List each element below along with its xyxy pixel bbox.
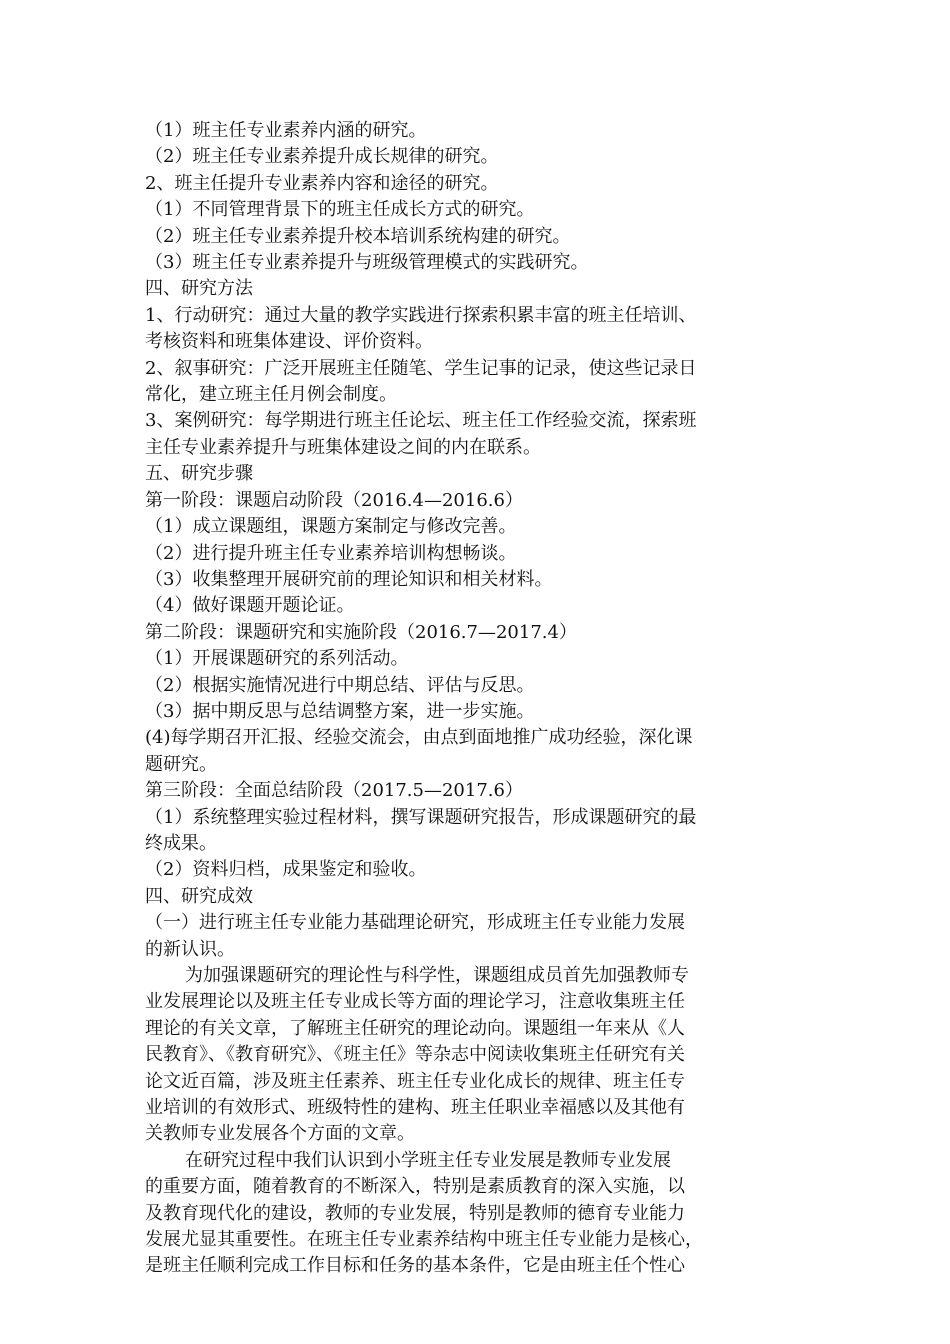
text-line: 常化，建立班主任月例会制度。 [145, 384, 397, 406]
text-line: 考核资料和班集体建设、评价资料。 [145, 331, 433, 353]
text-line: （1）不同管理背景下的班主任成长方式的研究。 [145, 199, 535, 221]
text-line: 题研究。 [145, 753, 217, 775]
document-body [145, 118, 825, 1280]
paragraph-line: 为加强课题研究的理论性与科学性，课题组成员首先加强教师专 [185, 965, 689, 986]
paragraph-line: 关教师专业发展各个方面的文章。 [145, 1123, 415, 1145]
stage-heading: 第一阶段：课题启动阶段（2016.4—2016.6） [145, 489, 523, 511]
text-line: （2）根据实施情况进行中期总结、评估与反思。 [145, 674, 535, 696]
text-line: （2）资料归档，成果鉴定和验收。 [145, 859, 427, 881]
text-line: 1、行动研究：通过大量的教学实践进行探索积累丰富的班主任培训、 [145, 304, 697, 326]
subsection-heading: 的新认识。 [145, 938, 235, 960]
paragraph-line: 理论的有关文章，了解班主任研究的理论动向。课题组一年来从《人 [145, 1017, 685, 1039]
text-line: 3、案例研究：每学期进行班主任论坛、班主任工作经验交流，探索班 [145, 410, 697, 432]
paragraph-line: 论文近百篇，涉及班主任素养、班主任专业化成长的规律、班主任专 [145, 1070, 685, 1092]
paragraph-line: 业发展理论以及班主任专业成长等方面的理论学习，注意收集班主任 [145, 991, 685, 1013]
text-line: （2）进行提升班主任专业素养培训构想畅谈。 [145, 542, 517, 564]
text-line: （1）系统整理实验过程材料，撰写课题研究报告，形成课题研究的最 [145, 806, 697, 828]
section-heading: 四、研究成效 [145, 885, 253, 907]
text-line: （3）据中期反思与总结调整方案，进一步实施。 [145, 700, 535, 722]
paragraph-line: 在研究过程中我们认识到小学班主任专业发展是教师专业发展 [185, 1149, 671, 1171]
text-line: 2、班主任提升专业素养内容和途径的研究。 [145, 172, 499, 194]
text-line: 主任专业素养提升与班集体建设之间的内在联系。 [145, 436, 541, 458]
text-line: （2）班主任专业素养提升成长规律的研究。 [145, 146, 499, 168]
text-line: (4)每学期召开汇报、经验交流会，由点到面地推广成功经验，深化课 [145, 727, 693, 749]
paragraph-line: 及教育现代化的建设，教师的专业发展，特别是教师的德育专业能力 [145, 1202, 685, 1224]
text-line: （4）做好课题开题论证。 [145, 595, 355, 617]
section-heading: 四、研究方法 [145, 278, 253, 300]
section-heading: 五、研究步骤 [145, 463, 253, 485]
text-line: （1）班主任专业素养内涵的研究。 [145, 120, 427, 141]
paragraph-line: 业培训的有效形式、班级特性的建构、班主任职业幸福感以及其他有 [145, 1097, 685, 1119]
text-line: （3）收集整理开展研究前的理论知识和相关材料。 [145, 568, 553, 590]
paragraph-line: 发展尤显其重要性。在班主任专业素养结构中班主任专业能力是核心， [145, 1229, 703, 1251]
stage-heading: 第二阶段：课题研究和实施阶段（2016.7—2017.4） [145, 621, 577, 643]
text-line: 2、叙事研究：广泛开展班主任随笔、学生记事的记录，使这些记录日 [145, 357, 697, 379]
paragraph-line: 的重要方面，随着教育的不断深入，特别是素质教育的深入实施，以 [145, 1176, 685, 1198]
paragraph-line: 是班主任顺利完成工作目标和任务的基本条件，它是由班主任个性心 [145, 1255, 685, 1277]
text-line: 终成果。 [145, 832, 217, 854]
text-line: （3）班主任专业素养提升与班级管理模式的实践研究。 [145, 252, 589, 274]
stage-heading: 第三阶段：全面总结阶段（2017.5—2017.6） [145, 780, 523, 802]
text-line: （2）班主任专业素养提升校本培训系统构建的研究。 [145, 225, 571, 247]
paragraph-line: 民教育》、《教育研究》、《班主任》等杂志中阅读收集班主任研究有关 [145, 1044, 685, 1066]
text-line: （1）成立课题组，课题方案制定与修改完善。 [145, 516, 517, 538]
text-line: （1）开展课题研究的系列活动。 [145, 648, 409, 670]
subsection-heading: （一）进行班主任专业能力基础理论研究，形成班主任专业能力发展 [145, 912, 685, 934]
